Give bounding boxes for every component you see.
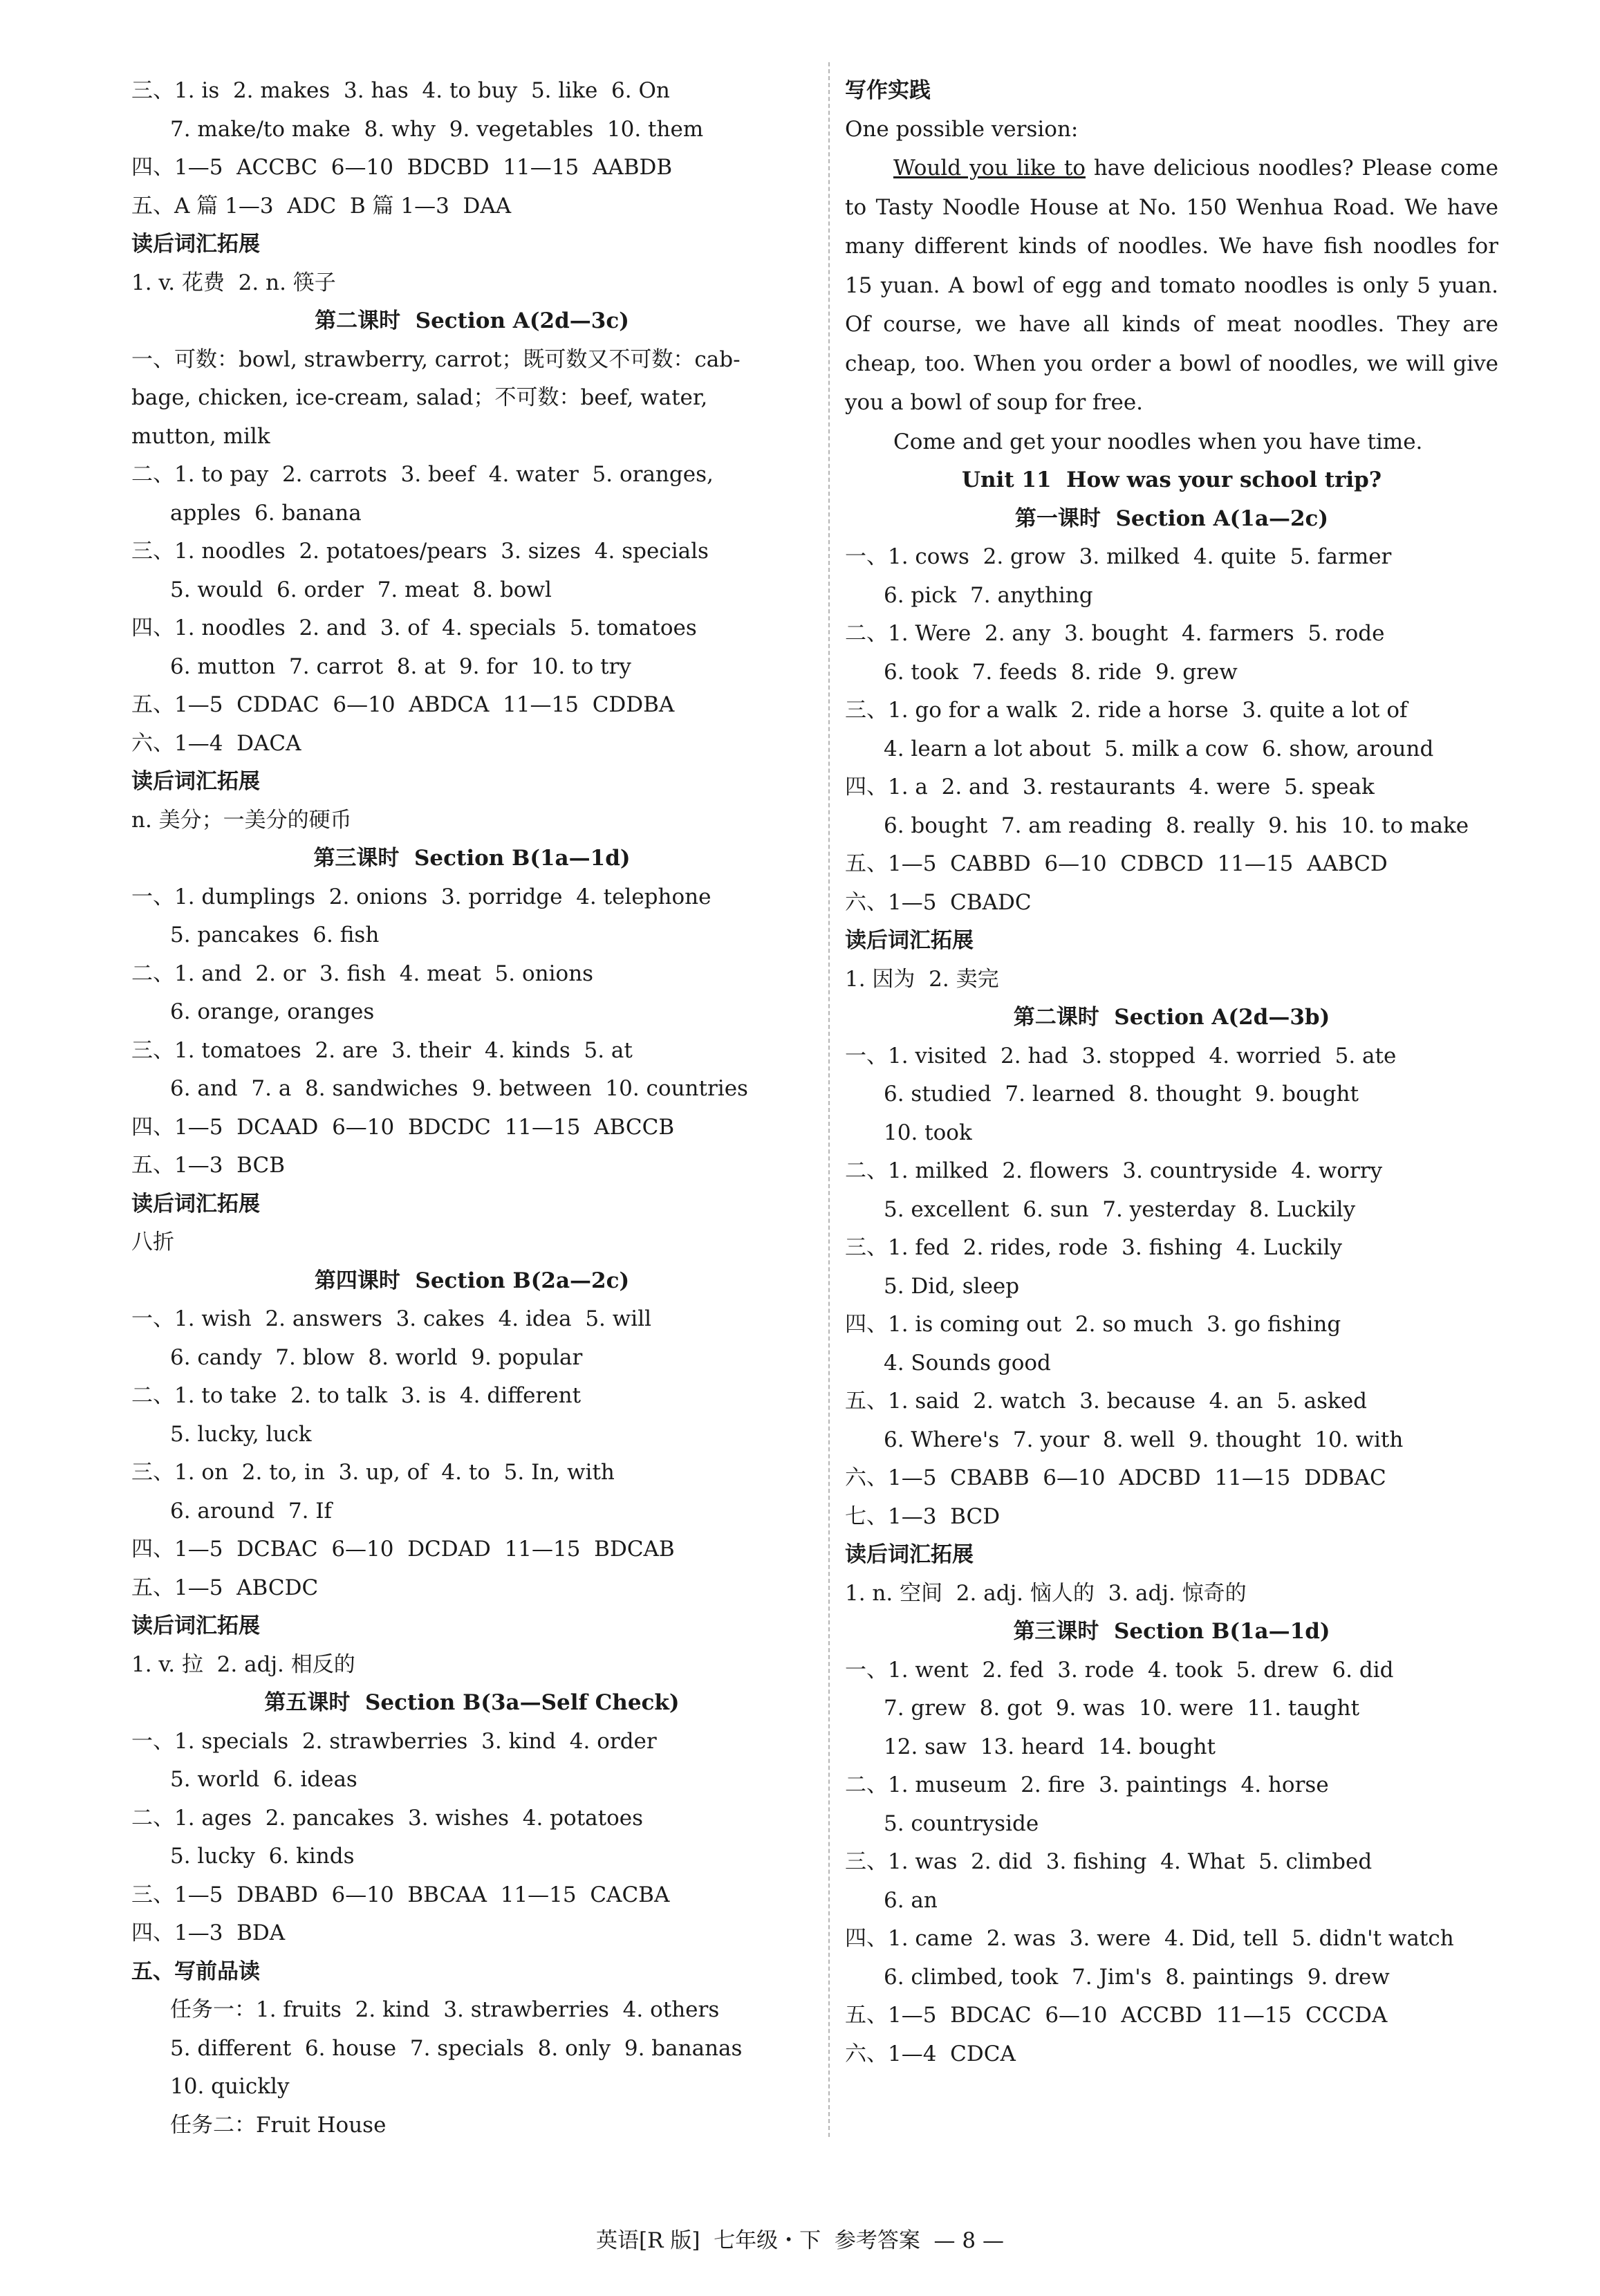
lesson-title: 第四课时 Section B(2a—2c): [314, 1268, 630, 1293]
answer-line: 六、1—5 CBADC: [845, 889, 1032, 915]
answer-line: 二、1. to pay 2. carrots 3. beef 4. water 5. oranges,: [131, 462, 714, 487]
writing-sample-paragraph: [845, 149, 1498, 423]
answer-line: 5. excellent 6. sun 7. yesterday 8. Luckily: [884, 1196, 1356, 1222]
answer-line: 五、A 篇 1—3 ADC B 篇 1—3 DAA: [131, 193, 512, 219]
lesson-title: Unit 11 How was your school trip?: [961, 467, 1382, 492]
answer-line: 三、1. is 2. makes 3. has 4. to buy 5. like 6. On: [131, 78, 670, 103]
answer-line: 一、1. specials 2. strawberries 3. kind 4. order: [131, 1728, 657, 1754]
lesson-title: 第二课时 Section A(2d—3b): [1013, 1005, 1330, 1030]
answer-line: 五、1—5 BDCAC 6—10 ACCBD 11—15 CCCDA: [845, 2003, 1388, 2028]
answer-line: 任务二：Fruit House: [170, 2112, 387, 2138]
answer-line: 四、1—5 ACCBC 6—10 BDCBD 11—15 AABDB: [131, 155, 673, 180]
answer-line: 四、1. is coming out 2. so much 3. go fishing: [845, 1312, 1341, 1337]
answer-line: 6. candy 7. blow 8. world 9. popular: [170, 1344, 583, 1370]
lesson-title: 第三课时 Section B(1a—1d): [1013, 1619, 1330, 1644]
answer-line: 4. learn a lot about 5. milk a cow 6. show, around: [884, 736, 1434, 761]
answer-line: 10. quickly: [170, 2074, 290, 2099]
answer-line: 二、1. to take 2. to talk 3. is 4. different: [131, 1383, 582, 1408]
answer-line: 五、1—5 CABBD 6—10 CDBCD 11—15 AABCD: [845, 851, 1388, 876]
answer-line: 5. different 6. house 7. specials 8. only 9. bananas: [170, 2035, 743, 2061]
section-heading: 五、写前品读: [131, 1959, 260, 1984]
answer-line: 五、1—3 BCB: [131, 1153, 286, 1178]
answer-line: 四、1—5 DCBAC 6—10 DCDAD 11—15 BDCAB: [131, 1537, 675, 1562]
answer-line: 四、1—5 DCAAD 6—10 BDCDC 11—15 ABCCB: [131, 1114, 675, 1140]
section-heading: 读后词汇拓展: [131, 232, 260, 257]
column-divider: [828, 62, 830, 2137]
answer-line: 12. saw 13. heard 14. bought: [884, 1734, 1216, 1759]
answer-line: 6. climbed, took 7. Jim's 8. paintings 9. drew: [884, 1964, 1390, 1990]
writing-practice-heading: 写作实践: [845, 78, 931, 103]
answer-line: 6. studied 7. learned 8. thought 9. bought: [884, 1082, 1359, 1107]
answer-line: 6. Where's 7. your 8. well 9. thought 10. with: [884, 1427, 1404, 1452]
answer-line: 6. and 7. a 8. sandwiches 9. between 10. countries: [170, 1076, 748, 1101]
answer-line: apples 6. banana: [170, 500, 362, 526]
answer-line: n. 美分；一美分的硬币: [131, 807, 352, 833]
answer-line: 1. v. 拉 2. adj. 相反的: [131, 1651, 355, 1677]
answer-line: 5. would 6. order 7. meat 8. bowl: [170, 577, 552, 602]
answer-line: 三、1. on 2. to, in 3. up, of 4. to 5. In, with: [131, 1460, 615, 1485]
possible-version-label: One possible version:: [845, 116, 1079, 142]
answer-line: 一、1. wish 2. answers 3. cakes 4. idea 5. will: [131, 1306, 652, 1331]
answer-line: 一、1. visited 2. had 3. stopped 4. worried 5. ate: [845, 1043, 1397, 1068]
underlined-phrase: Would you like to: [893, 156, 1086, 180]
lesson-title: 第三课时 Section B(1a—1d): [313, 846, 631, 871]
answer-line: 5. lucky 6. kinds: [170, 1844, 355, 1869]
answer-line: 三、1. tomatoes 2. are 3. their 4. kinds 5. at: [131, 1037, 633, 1063]
answer-line: 6. pick 7. anything: [884, 582, 1093, 608]
answer-line: 五、1—5 ABCDC: [131, 1575, 319, 1600]
answer-line: 四、1. a 2. and 3. restaurants 4. were 5. speak: [845, 775, 1375, 799]
answer-line: 6. took 7. feeds 8. ride 9. grew: [884, 659, 1238, 685]
section-heading: 读后词汇拓展: [845, 928, 974, 953]
section-heading: 读后词汇拓展: [845, 1542, 974, 1567]
answer-line: 二、1. museum 2. fire 3. paintings 4. horse: [845, 1772, 1329, 1797]
answer-line: 10. took: [884, 1120, 972, 1145]
answer-line: 6. around 7. If: [170, 1498, 333, 1524]
answer-line: 一、可数：bowl, strawberry, carrot；既可数又不可数：cab-: [131, 346, 741, 372]
right-answer-list: [845, 461, 1498, 2073]
answer-line: 三、1. go for a walk 2. ride a horse 3. quite a lot of: [845, 698, 1408, 723]
writing-sample-closing: Come and get your noodles when you have time.: [893, 429, 1423, 454]
answer-line: bage, chicken, ice-cream, salad；不可数：beef, water,: [131, 385, 708, 410]
answer-line: 5. countryside: [884, 1811, 1039, 1836]
answer-line: 6. an: [884, 1887, 938, 1913]
lesson-title: 第五课时 Section B(3a—Self Check): [264, 1690, 680, 1715]
answer-line: 六、1—5 CBABB 6—10 ADCBD 11—15 DDBAC: [845, 1465, 1386, 1490]
answer-line: 5. pancakes 6. fish: [170, 923, 380, 947]
page-footer: 英语[R 版] 七年级・下 参考答案 — 8 —: [596, 2228, 1004, 2253]
answer-line: 7. grew 8. got 9. was 10. were 11. taught: [884, 1696, 1360, 1721]
answer-line: 二、1. and 2. or 3. fish 4. meat 5. onions: [131, 961, 594, 986]
answer-line: 1. v. 花费 2. n. 筷子: [131, 270, 336, 295]
section-heading: 读后词汇拓展: [131, 1191, 260, 1216]
answer-line: 六、1—4 DACA: [131, 730, 301, 756]
answer-line: 6. bought 7. am reading 8. really 9. his 10. to make: [884, 813, 1469, 838]
answer-line: 二、1. ages 2. pancakes 3. wishes 4. potatoes: [131, 1805, 644, 1831]
answer-line: 4. Sounds good: [884, 1350, 1051, 1376]
answer-line: 四、1. noodles 2. and 3. of 4. specials 5. tomatoes: [131, 615, 697, 640]
answer-line: 一、1. went 2. fed 3. rode 4. took 5. drew 6. did: [845, 1657, 1394, 1683]
section-heading: 读后词汇拓展: [131, 1613, 260, 1638]
left-column: [131, 72, 812, 2145]
lesson-title: 第二课时 Section A(2d—3c): [315, 308, 629, 333]
answer-line: 二、1. Were 2. any 3. bought 4. farmers 5. rode: [845, 621, 1385, 646]
answer-line: 七、1—3 BCD: [845, 1503, 1001, 1529]
answer-line: 1. 因为 2. 卖完: [845, 966, 999, 992]
answer-line: 八折: [131, 1230, 174, 1255]
answer-line: 6. mutton 7. carrot 8. at 9. for 10. to try: [170, 654, 631, 679]
answer-line: 5. world 6. ideas: [170, 1767, 357, 1792]
lesson-title: 第一课时 Section A(1a—2c): [1014, 506, 1329, 531]
answer-line: 三、1. noodles 2. potatoes/pears 3. sizes 4. specials: [131, 539, 709, 564]
answer-line: 四、1. came 2. was 3. were 4. Did, tell 5. didn't watch: [845, 1926, 1454, 1951]
answer-line: 一、1. cows 2. grow 3. milked 4. quite 5. farmer: [845, 544, 1392, 569]
answer-line: 1. n. 空间 2. adj. 恼人的 3. adj. 惊奇的: [845, 1580, 1247, 1606]
answer-line: 6. orange, oranges: [170, 999, 375, 1024]
answer-line: 任务一：1. fruits 2. kind 3. strawberries 4. others: [170, 1997, 720, 2022]
right-column: [845, 72, 1498, 2073]
answer-line: 三、1—5 DBABD 6—10 BBCAA 11—15 CACBA: [131, 1882, 670, 1907]
answer-line: 5. Did, sleep: [884, 1273, 1020, 1299]
answer-line: 三、1. was 2. did 3. fishing 4. What 5. climbed: [845, 1849, 1373, 1874]
answer-line: 四、1—3 BDA: [131, 1920, 286, 1945]
answer-line: 二、1. milked 2. flowers 3. countryside 4. worry: [845, 1158, 1383, 1183]
answer-line: 五、1. said 2. watch 3. because 4. an 5. asked: [845, 1389, 1368, 1414]
answer-line: mutton, milk: [131, 423, 270, 449]
section-heading: 读后词汇拓展: [131, 769, 260, 794]
answer-line: 五、1—5 CDDAC 6—10 ABDCA 11—15 CDDBA: [131, 692, 675, 717]
answer-line: 三、1. fed 2. rides, rode 3. fishing 4. Luckily: [845, 1235, 1343, 1260]
answer-line: 六、1—4 CDCA: [845, 2041, 1016, 2066]
writing-sample-text: have delicious noodles? Please come to Tasty Noodle House at No. 150 Wenhua Road. We have many different kinds of noodles. We have fish noodles for 15 yuan. A bowl of egg and tomato noodles is only 5 yuan. Of course, we have all kinds of meat noodles. They are cheap, too. When you order a bowl of noodles, we will give you a bowl of soup for free.: [845, 156, 1498, 415]
answer-line: 5. lucky, luck: [170, 1421, 312, 1447]
answer-line: 一、1. dumplings 2. onions 3. porridge 4. telephone: [131, 884, 711, 909]
answer-line: 7. make/to make 8. why 9. vegetables 10. them: [170, 116, 704, 142]
